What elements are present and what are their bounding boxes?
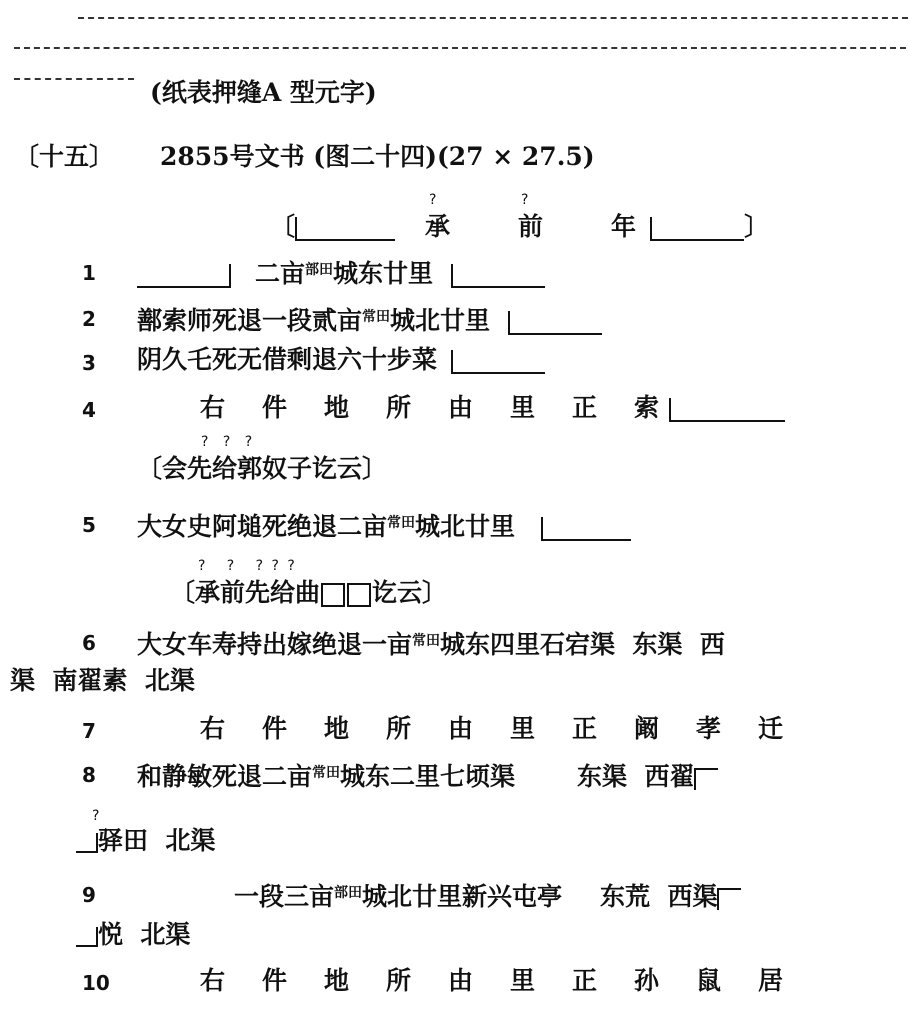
- section-title: 2855号文书 (图二十四)(27 × 27.5): [160, 142, 595, 171]
- line-text: 阴久乇死无借剩退六十步菜: [137, 343, 545, 377]
- line-number: 3: [82, 351, 96, 375]
- line-number: 8: [82, 763, 96, 787]
- seal-note: (纸表押缝A 型元字): [150, 78, 377, 107]
- lacuna-box: [76, 927, 98, 947]
- line-number: 5: [82, 513, 96, 537]
- annotation: 〔承前先给曲 讫云〕: [170, 578, 448, 607]
- field-type: 常田: [312, 765, 341, 781]
- lacuna-box: [669, 398, 785, 422]
- line-continuation: 渠 南翟素 北渠: [10, 666, 195, 695]
- field-type: 常田: [412, 633, 441, 649]
- lacuna-box: [694, 768, 718, 790]
- line-text: 鄯索师死退一段贰亩$^{常田}$城北廿里: [137, 300, 602, 338]
- line-text: 大女史阿塠死绝退二亩$^{常田}$城北廿里: [137, 506, 631, 544]
- query-marks: ? ? ? ? ?: [198, 558, 297, 574]
- line-number: 9: [82, 883, 96, 907]
- line-text: 右 件 地 所 由 里 正 索: [200, 391, 785, 425]
- lacuna-box: [451, 264, 545, 288]
- bracket-close: 〕: [744, 212, 770, 241]
- lacuna-box: [451, 350, 545, 374]
- lacuna-box: [295, 217, 395, 241]
- section-index: 〔十五〕: [14, 142, 115, 171]
- line-number: 4: [82, 398, 96, 422]
- lacuna-box: [541, 517, 631, 541]
- line-number: 7: [82, 719, 96, 743]
- head-char: 年: [611, 212, 637, 241]
- field-type: 部田: [334, 885, 363, 901]
- line-number: 6: [82, 631, 96, 655]
- doc-head: [270, 210, 769, 244]
- field-type: 常田: [387, 515, 416, 531]
- dashed-rule-middle: [14, 47, 906, 49]
- line-number: 2: [82, 307, 96, 331]
- dashed-rule-top: [78, 17, 908, 19]
- query-mark: ?: [429, 192, 437, 208]
- head-char: 承: [425, 212, 451, 241]
- line-text: 和静敏死退二亩$^{常田}$城东二里七顷渠 东渠 西翟: [137, 756, 718, 794]
- annotation: 〔会先给郭奴子讫云〕: [137, 454, 388, 483]
- head-char: 前: [518, 212, 544, 241]
- field-type: 部田: [305, 262, 334, 278]
- missing-char-box: [321, 583, 345, 607]
- line-continuation: 悦 北渠: [76, 918, 190, 952]
- query-mark: ?: [521, 192, 529, 208]
- line-continuation: 驿田 北渠: [76, 824, 215, 858]
- lacuna-box: [650, 217, 744, 241]
- line-text: 大女车寿持出嫁绝退一亩$^{常田}$城东四里石宕渠 东渠 西: [137, 630, 725, 659]
- query-mark: ?: [92, 808, 100, 824]
- line-text: 右 件 地 所 由 里 正 阚 孝 迁: [200, 714, 784, 743]
- lacuna-box: [137, 264, 231, 288]
- lacuna-box: [508, 311, 602, 335]
- missing-char-box: [347, 583, 371, 607]
- line-number: 1: [82, 261, 96, 285]
- line-text: 右 件 地 所 由 里 正 孙 鼠 居: [200, 966, 784, 995]
- query-marks: ? ? ?: [201, 434, 258, 450]
- bracket-open: 〔: [270, 212, 296, 241]
- lacuna-box: [717, 888, 741, 910]
- line-text: 二亩$^{部田}$城东廿里: [137, 253, 545, 291]
- field-type: 常田: [362, 309, 391, 325]
- line-number: 10: [82, 971, 110, 995]
- lacuna-box: [76, 833, 98, 853]
- line-text: 一段三亩$^{部田}$城北廿里新兴屯亭 东荒 西渠: [234, 876, 741, 914]
- dashed-rule-short: [14, 78, 134, 80]
